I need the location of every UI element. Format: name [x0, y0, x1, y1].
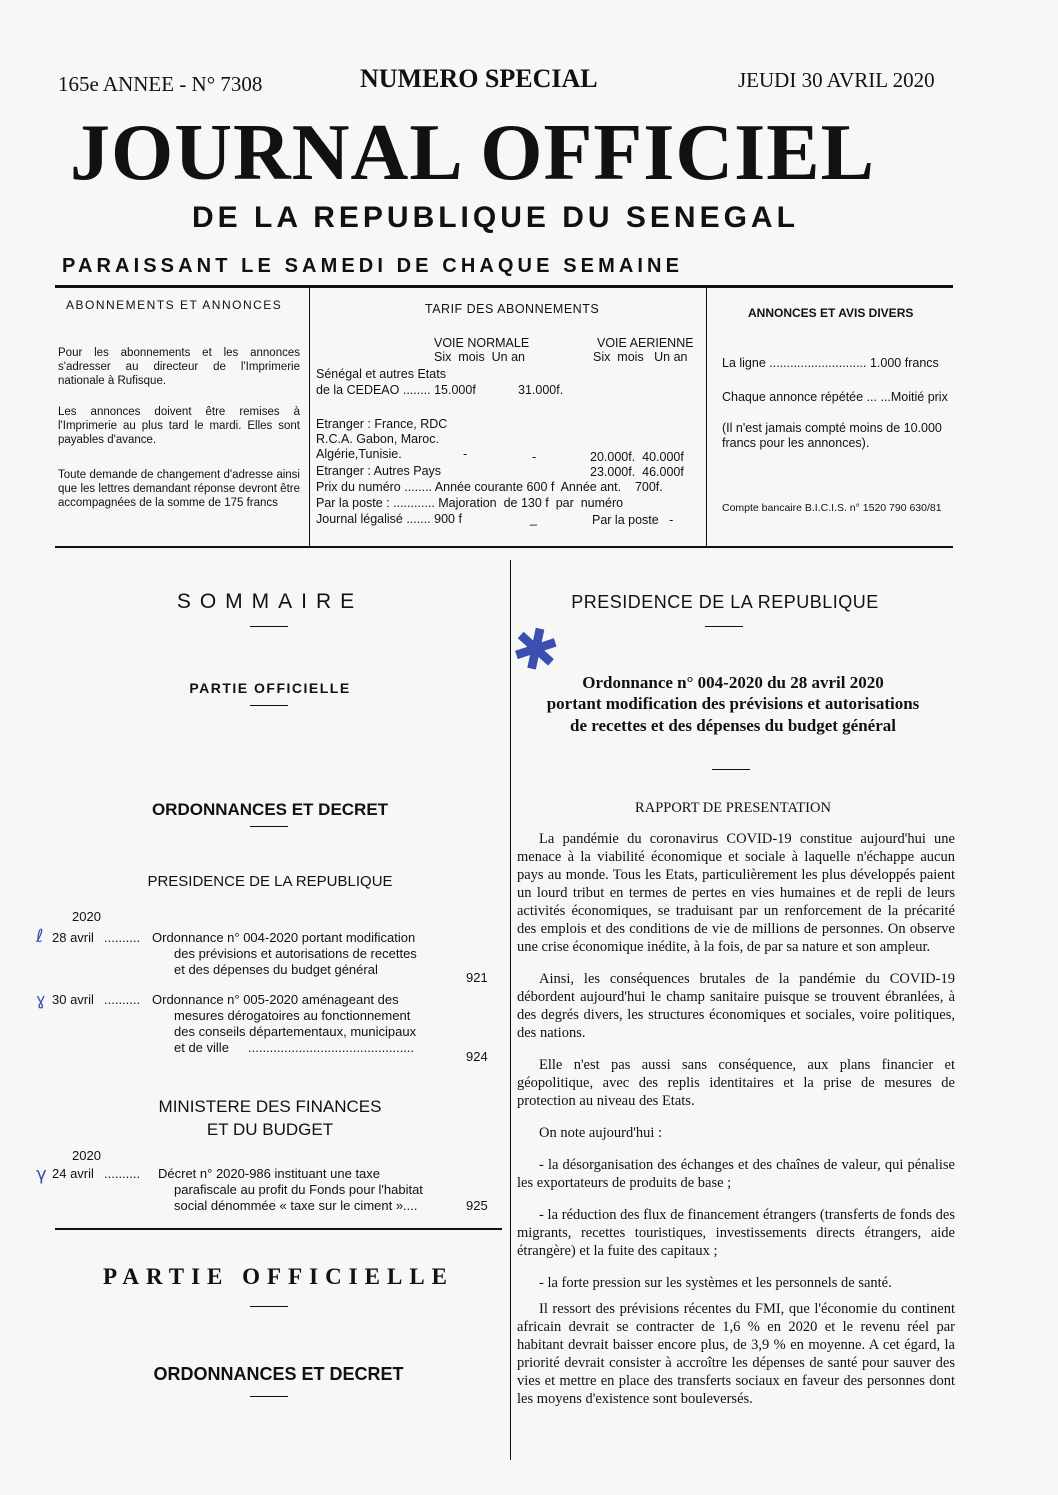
issue-number: 165e ANNEE - N° 7308 [58, 72, 263, 96]
pen-tick-mark-icon: ℓ [36, 926, 44, 947]
article-paragraph: On note aujourd'hui : [539, 1125, 663, 1141]
toc-entry-page[interactable]: 925 [466, 1198, 488, 1213]
toc-year: 2020 [72, 909, 101, 924]
tarif-row-etranger: R.C.A. Gabon, Maroc. [316, 432, 439, 446]
toc-ministere: ET DU BUDGET [206, 1120, 334, 1139]
toc-entry-date: 24 avril [52, 1166, 94, 1181]
asterisk-pen-mark-icon: ✱ [505, 613, 566, 688]
pen-tick-mark-icon: γ [36, 1164, 47, 1185]
article-paragraph: La pandémie du coronavirus COVID-19 constitue aujourd'hui une menace à la viabilité économique et sociale à laquelle n'échappe aucun pays au monde. Tous les Etats, particulièrement les plus développés paient un lourd tribut en termes de pertes en vies humaines et de repli de leurs activités économiques, se traduisant par un renforcement de la précarité des emplois et des conditions de vie de millions de personnes. On observe une crise économique inédite, à la fois, de par sa nature et son ampleur. [517, 831, 955, 955]
address-change-text: Toute demande de changement d'adresse ainsi que les lettres demandant réponse devront être accompagnées de la somme de 175 francs [58, 469, 300, 509]
toc-entry-title[interactable]: des conseils départementaux, municipaux [174, 1024, 417, 1039]
rapport-heading: RAPPORT DE PRESENTATION [635, 800, 831, 816]
annonces-heading: ANNONCES ET AVIS DIVERS [748, 306, 914, 320]
toc-entry-title[interactable]: parafiscale au profit du Fonds pour l'habitat [174, 1182, 423, 1197]
toc-entry-title[interactable]: Ordonnance n° 005-2020 aménageant des [152, 992, 399, 1007]
journal-tagline: PARAISSANT LE SAMEDI DE CHAQUE SEMAINE [62, 255, 684, 277]
article-section-heading: PRESIDENCE DE LA REPUBLIQUE [571, 592, 879, 612]
toc-leader: .......... [104, 1166, 141, 1181]
tarif-dash: - [463, 447, 468, 461]
tarif-col-normale-sub: Six mois Un an [434, 350, 526, 364]
masthead-rule [55, 285, 953, 288]
tarif-journal-legalise: Journal légalisé ....... 900 f [316, 512, 462, 526]
tarif-par-la-poste: Par la poste : ............ Majoration de 130 f par numéro [316, 496, 624, 510]
subscriptions-text: Pour les abonnements et les annonces s'adresser au directeur de l'Imprimerie nationale à Rufisque. [58, 347, 300, 387]
issue-date: JEUDI 30 AVRIL 2020 [738, 68, 935, 92]
toc-entry-title[interactable]: et de ville [174, 1040, 229, 1055]
toc-entry-page[interactable]: 924 [466, 1049, 488, 1064]
article-body [517, 830, 955, 1408]
toc-entry-title[interactable]: Décret n° 2020-986 instituant une taxe [158, 1166, 381, 1181]
tarif-heading: TARIF DES ABONNEMENTS [425, 302, 600, 316]
tarif-row-etranger-price: 20.000f. 40.000f [590, 450, 684, 464]
tarif-col-aerienne: VOIE AERIENNE [597, 336, 694, 350]
short-rule [250, 1306, 288, 1307]
ordonnance-title: portant modification des prévisions et autorisations [546, 694, 920, 713]
annonces-minimum: (Il n'est jamais compté moins de 10.000 francs pour les annonces). [722, 421, 942, 450]
article-paragraph: Ainsi, les conséquences brutales de la pandémie du COVID-19 débordent aujourd'hui le champ sanitaire puisque se trouvent ébranlées, à des degrés divers, les structures économiques et sociales, voire politiques, des nations. [517, 971, 955, 1041]
tarif-row-cedeao: Sénégal et autres Etats [316, 367, 446, 381]
announcements-deadline-text: Les annonces doivent être remises à l'Imprimerie au plus tard le mardi. Elles sont payables d'avance. [58, 406, 300, 446]
toc-leader: .......... [104, 992, 141, 1007]
tarif-row-cedeao-price: de la CEDEAO ........ 15.000f [316, 383, 476, 397]
toc-entry-page[interactable]: 921 [466, 970, 488, 985]
tarif-row-autres: Etranger : Autres Pays [316, 464, 442, 478]
short-rule [250, 705, 288, 706]
toc-entry-title[interactable]: Ordonnance n° 004-2020 portant modification [152, 930, 416, 945]
tarif-par-la-poste-2: Par la poste - [592, 513, 674, 527]
toc-entry-title[interactable]: des prévisions et autorisations de recettes [174, 946, 417, 961]
article-paragraph: - la désorganisation des échanges et des chaînes de valeur, qui pénalise les exportateurs de produits de base ; [517, 1157, 955, 1191]
toc-year: 2020 [72, 1148, 101, 1163]
short-rule [712, 769, 750, 770]
section-rule [55, 1228, 502, 1230]
toc-entry-title[interactable]: mesures dérogatoires au fonctionnement [174, 1008, 411, 1023]
toc-entry-date: 28 avril [52, 930, 94, 945]
column-divider [510, 560, 511, 1460]
tarif-dash: _ [530, 512, 537, 526]
tarif-row-autres-price: 23.000f. 46.000f [590, 465, 684, 479]
short-rule [250, 626, 288, 627]
tarif-row-etranger: Etranger : France, RDC [316, 417, 448, 431]
article-paragraph: - la réduction des flux de financement étrangers (transferts de fonds des migrants, recettes touristiques, investissements directs étrangers, aide étrangère) et la fuite des capitaux ; [517, 1207, 955, 1259]
toc-ordonnances: ORDONNANCES ET DECRET [151, 800, 389, 819]
annonces-repetee: Chaque annonce répétée ... ...Moitié prix [722, 390, 948, 404]
toc-entry-title[interactable]: et des dépenses du budget général [174, 962, 378, 977]
toc-entry-title[interactable]: social dénommée « taxe sur le ciment ».... [174, 1198, 418, 1213]
boxes-bottom-rule [55, 546, 953, 548]
tarif-col-aerienne-sub: Six mois Un an [593, 350, 688, 364]
tarif-row-etranger: Algérie,Tunisie. [316, 447, 402, 461]
short-rule [250, 826, 288, 827]
ordonnance-title: Ordonnance n° 004-2020 du 28 avril 2020 [582, 673, 884, 692]
tarif-dash: - [532, 450, 537, 464]
tarif-col-normale: VOIE NORMALE [434, 336, 530, 350]
article-paragraph: Il ressort des prévisions récentes du FMI, que l'économie du continent africain devrait se contracter de 1,6 % en 2020 et le revenu réel par habitant devrait baisser encore plus, de 3,9 % en moyenne. A cet égard, la priorité devrait consister à accroître les dépenses de santé pour sauver des vies et mettre en place des transferts sociaux en faveur des personnes dont les moyens d'existence sont bouleversés. [517, 1301, 955, 1407]
journal-subtitle: DE LA REPUBLIQUE DU SENEGAL [192, 201, 799, 234]
pen-tick-mark-icon: ɣ [36, 990, 46, 1009]
toc-partie-officielle: PARTIE OFFICIELLE [189, 680, 351, 696]
article-paragraph: Elle n'est pas aussi sans conséquence, aux plans financier et géopolitique, avec des replis identitaires et la prise de mesures de protection au niveau des Etats. [517, 1057, 955, 1109]
short-rule [250, 1396, 288, 1397]
tarif-prix-numero: Prix du numéro ........ Année courante 600 f Année ant. 700f. [316, 480, 663, 494]
sommaire-title: SOMMAIRE [176, 590, 364, 613]
journal-title: JOURNAL OFFICIEL [70, 109, 875, 197]
box-divider [309, 288, 310, 546]
partie-officielle-heading: PARTIE OFFICIELLE [103, 1264, 454, 1289]
toc-ministere: MINISTERE DES FINANCES [158, 1097, 382, 1116]
article-paragraph: - la forte pression sur les systèmes et les personnels de santé. [539, 1275, 892, 1291]
special-edition-label: NUMERO SPECIAL [360, 64, 598, 93]
toc-leader: .............................................. [248, 1040, 415, 1055]
subscriptions-heading: ABONNEMENTS ET ANNONCES [66, 298, 283, 312]
toc-leader: .......... [104, 930, 141, 945]
box-divider [706, 288, 707, 546]
annonces-ligne: La ligne ............................ 1.000 francs [722, 356, 939, 370]
toc-presidence: PRESIDENCE DE LA REPUBLIQUE [147, 873, 393, 890]
short-rule [705, 626, 743, 627]
ordonnances-heading: ORDONNANCES ET DECRET [153, 1364, 404, 1384]
toc-entry-date: 30 avril [52, 992, 94, 1007]
ordonnance-title: de recettes et des dépenses du budget général [570, 716, 896, 735]
bank-account: Compte bancaire B.I.C.I.S. n° 1520 790 630/81 [722, 502, 942, 514]
tarif-row-cedeao-year: 31.000f. [518, 383, 564, 397]
